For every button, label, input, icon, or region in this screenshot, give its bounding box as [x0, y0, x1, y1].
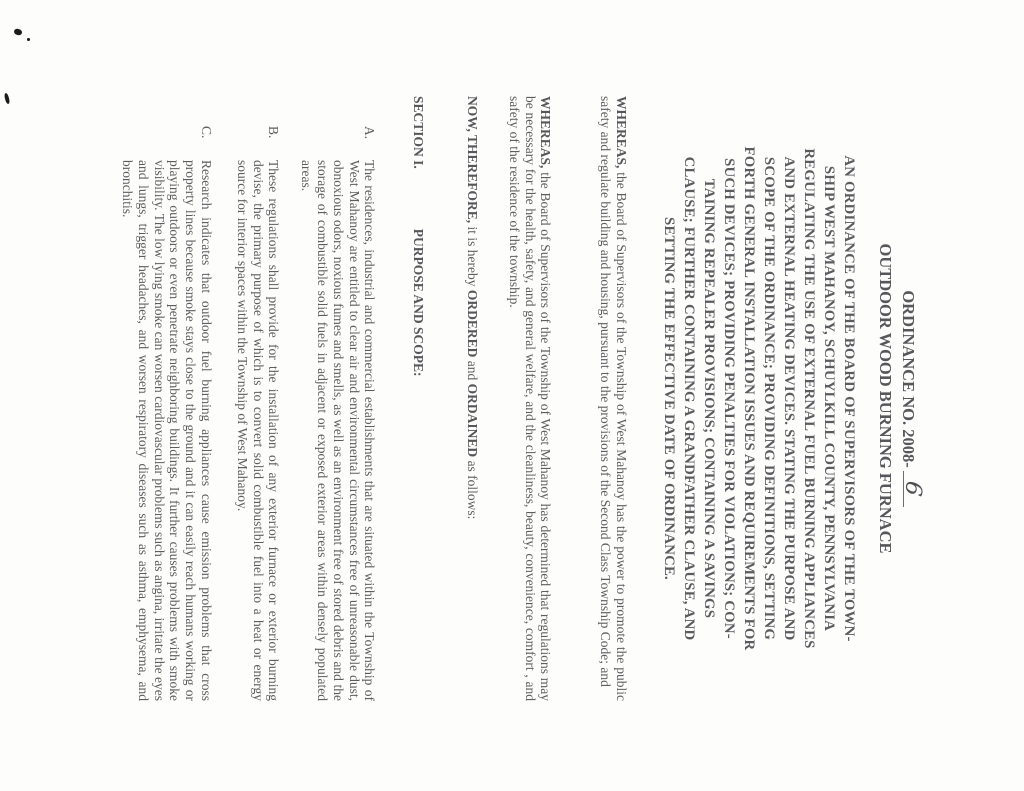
summary-line: SHIP WEST MAHANOY, SCHUYLKILL COUNTY, PENNSYLVANIA [821, 165, 837, 632]
whereas-keyword: WHEREAS, [614, 96, 629, 169]
list-item-a [298, 96, 377, 701]
whereas-clause-2 [506, 96, 553, 701]
ordinance-number-line [897, 96, 928, 701]
ordained-keyword: ORDAINED [465, 383, 481, 458]
ordered-keyword: ORDERED [465, 289, 481, 358]
summary-line: AND EXTERNAL HEATING DEVICES. STATING THE PURPOSE AND [781, 156, 797, 641]
list-item-text: These regulations shall provide for the installation of any exterior furnace or exterior burning devise, the primary purpose of which is to convert solid combustible fuel into a heat or energy source for interior spaces within the Township of West Mahanoy. [234, 160, 282, 701]
enactment-text: and [465, 357, 481, 384]
enactment-clause [464, 96, 480, 701]
whereas-keyword: WHEREAS, [538, 96, 554, 169]
section-number: SECTION I. [411, 96, 427, 169]
document-title [874, 96, 928, 701]
ink-speck [27, 38, 30, 41]
summary-line: TAINING REPEALER PROVISIONS; CONTAINING A SAVINGS [701, 178, 717, 619]
summary-line: SCOPE OF THE ORDINANCE; PROVIDING DEFINITIONS, SETTING [761, 156, 777, 641]
summary-line: CLAUSE; FURTHER CONTAINING A GRANDFATHER CLAUSE, AND [681, 156, 697, 641]
whereas-clause-1 [597, 96, 629, 701]
list-item-label: A. [362, 126, 378, 140]
ordinance-number-text: ORDINANCE NO. 2008- [899, 290, 918, 468]
whereas-clause-2-text: the Board of Supervisors of the Township of West Mahanoy has determined that regulations may be necessary for the health, safety, and general welfare, and the cleanliness, beauty, convenience, comfort , and safety of the residence of the township. [506, 96, 554, 701]
now-therefore-keyword: NOW, THEREFORE, [465, 96, 481, 224]
list-item-label: C. [199, 126, 215, 139]
summary-line: FORTH GENERAL INSTALLATION ISSUES AND REQUIREMENTS FOR [741, 146, 757, 651]
document-subtitle: OUTDOOR WOOD BURNING FURNACE [876, 243, 895, 554]
list-item-c [119, 96, 214, 701]
enactment-text: it is hereby [465, 223, 481, 290]
ordinance-document [119, 0, 1024, 791]
summary-line: AN ORDINANCE OF THE BOARD OF SUPERVISORS OF THE TOWN- [841, 155, 857, 642]
whereas-clause-1-text: the Board of Supervisors of the Township of West Mahanoy has the power to promote the public safety and regulate building and housing, pursuant to the provisions of the Second Class Township Code; and [598, 96, 629, 701]
list-item-text: The residences, industrial and commercial establishments that are situated within the Township of West Mahanoy are entitled to clear air and environmental circumstances free of unreasonable dust, obnoxious odors, noxious fumes and smells, as well as an environment free of stored debris and the storage of combustible solid fuels in adjacent or exposed exterior areas within densely populated areas. [299, 160, 378, 701]
list-item-label: B. [266, 126, 282, 139]
summary-line: SUCH DEVICES; PROVIDING PENALTIES FOR VIOLATIONS; CON- [721, 158, 737, 639]
handwritten-number: 6 [898, 478, 928, 498]
section-title: PURPOSE AND SCOPE: [411, 228, 427, 377]
list-item-b [234, 96, 281, 701]
section-heading [410, 96, 426, 701]
summary-line: REGULATING THE USE OF EXTERNAL FUEL BURNING APPLIANCES [801, 148, 817, 649]
fill-in-blank-line [898, 471, 928, 507]
list-item-text: Research indicates that outdoor fuel burning appliances cause emission problems that cross property lines because smoke stays close to the ground and it can easily reach humans working or playing outdoors or even penetrate neighboring buildings. It further causes problems with smoke visibility. The low lying smoke can worsen cardiovascular problems such as angina, irritate the eyes and lungs, trigger headaches, and worsen respiratory diseases such as asthma, emphysema, and bronchitis. [120, 160, 215, 701]
enactment-text: as follows: [465, 457, 481, 520]
ordinance-summary-clause [659, 96, 859, 701]
summary-line: SETTING THE EFFECTIVE DATE OF ORDINANCE. [661, 217, 677, 580]
